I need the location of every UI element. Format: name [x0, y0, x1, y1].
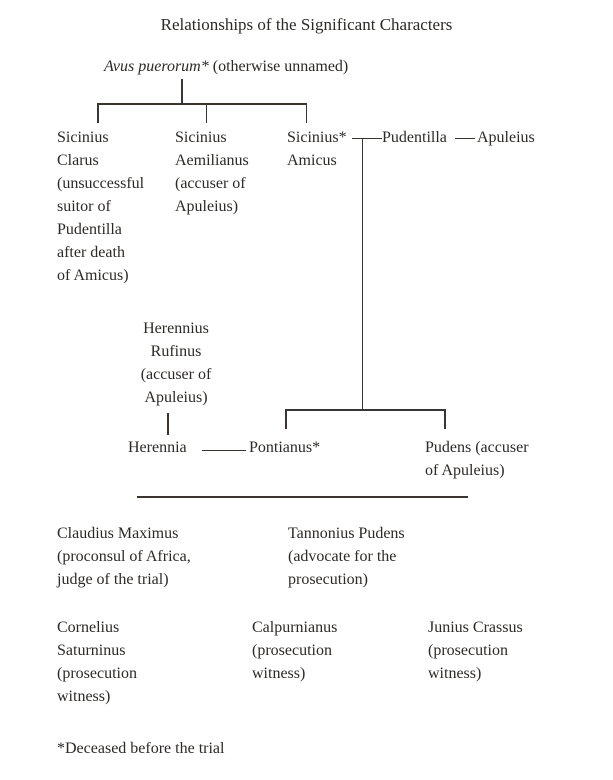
- section-divider: [137, 496, 468, 498]
- person-calpurnianus: [252, 616, 337, 685]
- person-sicinius-aemilianus: [175, 126, 249, 218]
- person-avus-name: Avus puerorum*: [104, 58, 209, 75]
- person-herennia: Herennia: [128, 439, 187, 456]
- person-line: Clarus: [57, 152, 99, 169]
- person-line: Sicinius: [57, 129, 109, 146]
- person-line: (proconsul of Africa,: [57, 548, 191, 565]
- person-sicinius-amicus: [287, 126, 347, 172]
- person-line: judge of the trial): [57, 571, 169, 588]
- connector-gen1-drop-clarus: [97, 103, 99, 123]
- connector-gen1-drop-amicus: [306, 103, 308, 123]
- person-line: after death: [57, 244, 125, 261]
- person-avus-puerorum: [104, 55, 348, 78]
- person-pontianus: Pontianus*: [249, 439, 321, 456]
- person-line: Pudentilla: [57, 221, 122, 238]
- connector-children-bracket: [285, 409, 446, 411]
- person-line: Apuleius): [175, 198, 239, 215]
- connector-herennia-pontianus-marriage: [202, 450, 246, 452]
- person-line: Aemilianus: [175, 152, 249, 169]
- connector-drop-pontianus: [285, 409, 287, 429]
- person-claudius-maximus: [57, 522, 191, 591]
- person-pudentilla: Pudentilla: [382, 129, 447, 146]
- connector-gen1-bracket: [97, 103, 307, 105]
- person-line: (prosecution: [252, 642, 332, 659]
- connector-pudentilla-apuleius-marriage: [455, 138, 475, 140]
- connector-rufinus-herennia: [167, 413, 169, 435]
- person-line: of Apuleius): [425, 462, 505, 479]
- person-avus-note: (otherwise unnamed): [208, 58, 349, 75]
- person-line: Calpurnianus: [252, 619, 338, 636]
- person-line: of Amicus): [57, 267, 129, 284]
- person-line: Apuleius): [144, 389, 208, 406]
- person-tannonius-pudens: [288, 522, 405, 591]
- person-line: Saturninus: [57, 642, 126, 659]
- person-line: Tannonius Pudens: [288, 525, 405, 542]
- person-apuleius: Apuleius: [477, 129, 535, 146]
- person-line: Herennius: [143, 320, 209, 337]
- person-line: Amicus: [287, 152, 337, 169]
- person-line: Claudius Maximus: [57, 525, 179, 542]
- person-line: Cornelius: [57, 619, 120, 636]
- connector-descent-vertical: [362, 138, 364, 411]
- connector-root-stem: [181, 79, 183, 105]
- person-line: witness): [252, 665, 306, 682]
- person-line: witness): [57, 688, 111, 705]
- person-line: Pudens (accuser: [425, 439, 529, 456]
- person-line: (unsuccessful: [57, 175, 145, 192]
- person-line: (prosecution: [428, 642, 508, 659]
- person-line: Rufinus: [150, 343, 202, 360]
- person-line: Junius Crassus: [428, 619, 523, 636]
- footnote: *Deceased before the trial: [57, 740, 225, 757]
- person-line: (accuser of: [140, 366, 212, 383]
- person-junius-crassus: [428, 616, 523, 685]
- page-title: Relationships of the Significant Characters: [160, 15, 453, 34]
- connector-gen1-drop-aemilianus: [206, 103, 208, 123]
- person-cornelius-saturninus: [57, 616, 137, 708]
- person-pudens: [425, 436, 529, 482]
- person-herennius-rufinus: [111, 317, 241, 409]
- person-line: (advocate for the: [288, 548, 397, 565]
- person-line: Sicinius: [175, 129, 227, 146]
- person-sicinius-clarus: [57, 126, 144, 287]
- person-line: (prosecution: [57, 665, 137, 682]
- person-line: (accuser of: [175, 175, 246, 192]
- person-line: witness): [428, 665, 482, 682]
- connector-amicus-pudentilla-marriage: [352, 138, 382, 140]
- person-line: suitor of: [57, 198, 111, 215]
- person-line: Sicinius*: [287, 129, 347, 146]
- connector-drop-pudens: [444, 409, 446, 429]
- person-line: prosecution): [288, 571, 368, 588]
